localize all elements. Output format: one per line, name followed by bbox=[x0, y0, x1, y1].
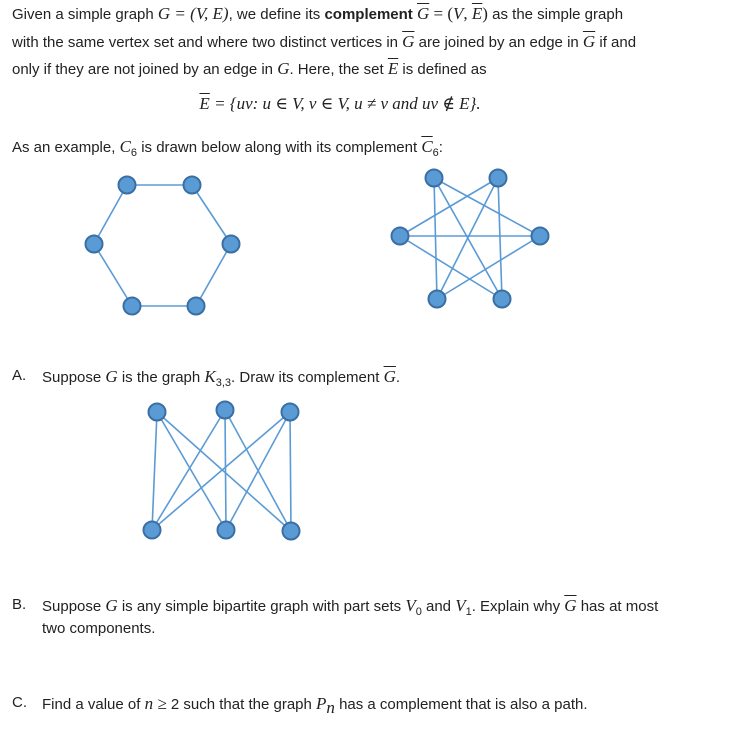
intro-text: , we define its bbox=[228, 6, 325, 23]
question-text: 2 bbox=[170, 696, 180, 713]
example-text: is drawn below along with its complement bbox=[137, 139, 422, 156]
graph-vertex bbox=[86, 236, 103, 253]
graph-vertex bbox=[283, 523, 300, 540]
graph-vertex bbox=[124, 298, 141, 315]
part-a-letter: A. bbox=[12, 367, 27, 384]
graph-edge bbox=[94, 185, 127, 244]
graph-edge bbox=[225, 410, 226, 530]
intro-text: as the simple graph bbox=[487, 6, 624, 23]
graph-edge bbox=[94, 244, 132, 306]
intro-text: only if they are not joined by an edge in bbox=[12, 61, 278, 78]
subscript: 6 bbox=[432, 147, 439, 159]
question-text: . Draw its complement bbox=[231, 369, 384, 386]
question-text: . Explain why bbox=[471, 598, 565, 615]
question-text: has at most bbox=[576, 598, 659, 615]
graph-edge bbox=[157, 412, 291, 531]
math-graph-g: G = (V, E) bbox=[157, 4, 229, 23]
math-c6bar: $\overline{C}$ bbox=[421, 137, 433, 156]
bold-complement: complement bbox=[324, 6, 413, 23]
graph-vertex bbox=[149, 404, 166, 421]
graph-vertex bbox=[282, 404, 299, 421]
intro-text: . Here, the set bbox=[289, 61, 388, 78]
math-gbar: $\overline{G}$ bbox=[564, 596, 577, 615]
math-ebar: $\overline{E}$ bbox=[387, 59, 399, 78]
graph-vertex bbox=[223, 236, 240, 253]
graph-vertex bbox=[144, 522, 161, 539]
graph-vertex bbox=[494, 291, 511, 308]
graph-vertex bbox=[490, 170, 507, 187]
math-ebar: $\overline{E}$ bbox=[199, 94, 210, 113]
graph-edge bbox=[157, 412, 226, 530]
part-a-question bbox=[42, 367, 400, 389]
math-gbar: $\overline{G}$ bbox=[383, 367, 396, 386]
graph-edge bbox=[290, 412, 291, 531]
question-text: Suppose bbox=[42, 598, 106, 615]
intro-text: Given a simple graph bbox=[12, 6, 158, 23]
math-g: G bbox=[105, 596, 118, 615]
math-p: P bbox=[316, 694, 327, 713]
math-gbar: $\overline{G}$ bbox=[416, 4, 430, 23]
part-b-question bbox=[42, 596, 658, 618]
intro-text: with the same vertex set and where two distinct vertices in bbox=[12, 34, 403, 51]
graph-vertex bbox=[188, 298, 205, 315]
intro-text: are joined by an edge in bbox=[414, 34, 583, 51]
question-text: has a complement that is also a path. bbox=[334, 696, 588, 713]
graph-vertex bbox=[217, 402, 234, 419]
graph-vertex bbox=[218, 522, 235, 539]
math-v0: V bbox=[405, 596, 416, 615]
graph-vertex bbox=[392, 228, 409, 245]
example-text: As an example, bbox=[12, 139, 120, 156]
math-ebar: $\overline{E}$ bbox=[471, 4, 483, 23]
graph-edge bbox=[498, 178, 502, 299]
subscript: 3,3 bbox=[215, 377, 232, 389]
graph-edge bbox=[434, 178, 437, 299]
math-c6: C bbox=[119, 137, 131, 156]
part-c-letter: C. bbox=[12, 694, 27, 711]
math-symbol: , bbox=[463, 4, 472, 23]
question-text: Find a value of bbox=[42, 696, 145, 713]
question-text: is the graph bbox=[117, 369, 205, 386]
intro-text: if and bbox=[595, 34, 637, 51]
math-symbol: ) bbox=[482, 4, 488, 23]
math-gbar: $\overline{G}$ bbox=[582, 32, 596, 51]
example-text: : bbox=[438, 139, 443, 156]
graph-edge bbox=[152, 412, 157, 530]
intro-text: is defined as bbox=[398, 61, 487, 78]
graph-edge bbox=[152, 410, 225, 530]
subscript: 6 bbox=[130, 147, 138, 159]
graph-edge bbox=[192, 185, 231, 244]
subscript: 0 bbox=[415, 606, 422, 618]
question-text: . bbox=[395, 369, 401, 386]
graph-edge bbox=[196, 244, 231, 306]
part-b-question-line-2: two components. bbox=[42, 620, 156, 637]
question-text: such that the graph bbox=[179, 696, 317, 713]
math-g: G bbox=[105, 367, 118, 386]
c6-graph bbox=[86, 177, 240, 315]
question-text: and bbox=[421, 598, 456, 615]
graph-vertex bbox=[119, 177, 136, 194]
set-definition: = {uv: u ∈ V, v ∈ V, u ≠ v and uv ∉ E}. bbox=[209, 94, 481, 113]
graph-vertex bbox=[184, 177, 201, 194]
math-g: G bbox=[277, 59, 290, 78]
graph-vertex bbox=[532, 228, 549, 245]
graph-vertex bbox=[426, 170, 443, 187]
part-b-letter: B. bbox=[12, 596, 27, 613]
math-v1: V bbox=[455, 596, 466, 615]
math-v: V bbox=[453, 4, 464, 23]
part-c-question bbox=[42, 694, 588, 718]
c6-complement-graph bbox=[392, 170, 549, 308]
subscript: 1 bbox=[465, 606, 472, 618]
graph-vertex bbox=[429, 291, 446, 308]
question-text: Suppose bbox=[42, 369, 106, 386]
question-text: is any simple bipartite graph with part sets bbox=[117, 598, 406, 615]
k33-graph bbox=[144, 402, 300, 540]
math-n: n ≥ bbox=[144, 694, 171, 713]
math-symbol: = ( bbox=[429, 4, 454, 23]
math-k: K bbox=[204, 367, 216, 386]
math-gbar: $\overline{G}$ bbox=[402, 32, 415, 51]
subscript: n bbox=[326, 698, 335, 717]
